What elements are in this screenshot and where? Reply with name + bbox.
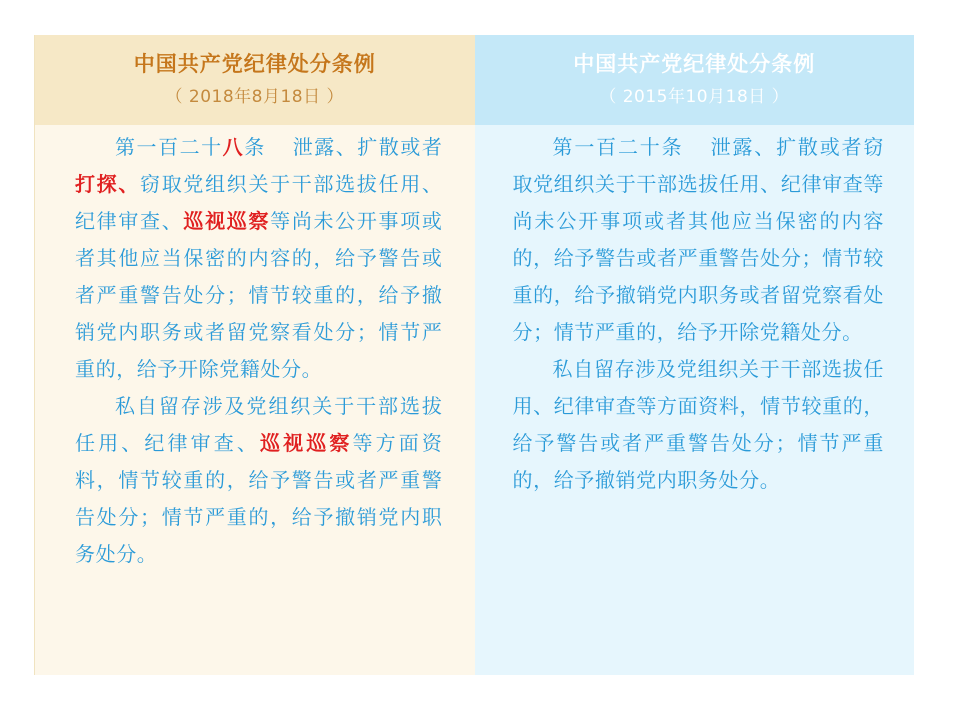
text-segment: 泄露、扩散或者 (291, 135, 443, 159)
column-2018-version (34, 35, 475, 675)
text-segment: 等尚未公开事项或者其他应当保密的内容的，给予警告或者严重警告处分；情节较重的，给予撤销党内职务或者留党察看处分；情节严重的，给予开除党籍处分。 (75, 209, 443, 381)
text-segment: 第一百二十 (115, 135, 223, 159)
column-date-2018: （ 2018年8月18日 ） (165, 87, 345, 107)
regulation-comparison (34, 35, 914, 675)
text-segment: 条 (244, 135, 266, 159)
column-title-2018: 中国共产党纪律处分条例 (133, 51, 376, 76)
highlighted-change: 打探、 (75, 172, 141, 196)
text-segment: 等方面资料，情节较重的，给予警告或者严重警告处分；情节严重的，给予撤销党内职务处分。 (75, 431, 443, 566)
text-segment: 私自留存涉及党组织关于干部选拔任用、纪律审查、 (75, 394, 443, 455)
paragraph (75, 129, 443, 388)
highlighted-change: 巡视巡察 (183, 209, 271, 233)
text-segment: 第一百二十条 (552, 135, 684, 159)
column-2015-version (475, 35, 915, 675)
column-date-2015: （ 2015年10月18日 ） (599, 87, 790, 107)
article-text-2015 (475, 125, 915, 499)
article-text-2018 (35, 125, 475, 573)
paragraph (513, 129, 885, 351)
text-segment: 泄露、扩散或者窃取党组织关于干部选拔任用、纪律审查等尚未公开事项或者其他应当保密的内容的，给予警告或者严重警告处分；情节较重的，给予撤销党内职务或者留党察看处分；情节严重的，给予开除党籍处分。 (512, 135, 884, 344)
paragraph (513, 351, 885, 499)
text-segment: 私自留存涉及党组织关于干部选拔任用、纪律审查等方面资料，情节较重的，给予警告或者严重警告处分；情节严重的，给予撤销党内职务处分。 (512, 357, 884, 492)
highlighted-change: 八 (222, 135, 245, 159)
paragraph (75, 388, 443, 573)
column-header-2018 (35, 35, 475, 125)
text-segment: 窃取党组织关于干部选拔任用、纪律审查、 (75, 172, 443, 233)
highlighted-change: 巡视巡察 (260, 431, 353, 455)
column-title-2015: 中国共产党纪律处分条例 (573, 51, 816, 76)
column-header-2015 (475, 35, 915, 125)
